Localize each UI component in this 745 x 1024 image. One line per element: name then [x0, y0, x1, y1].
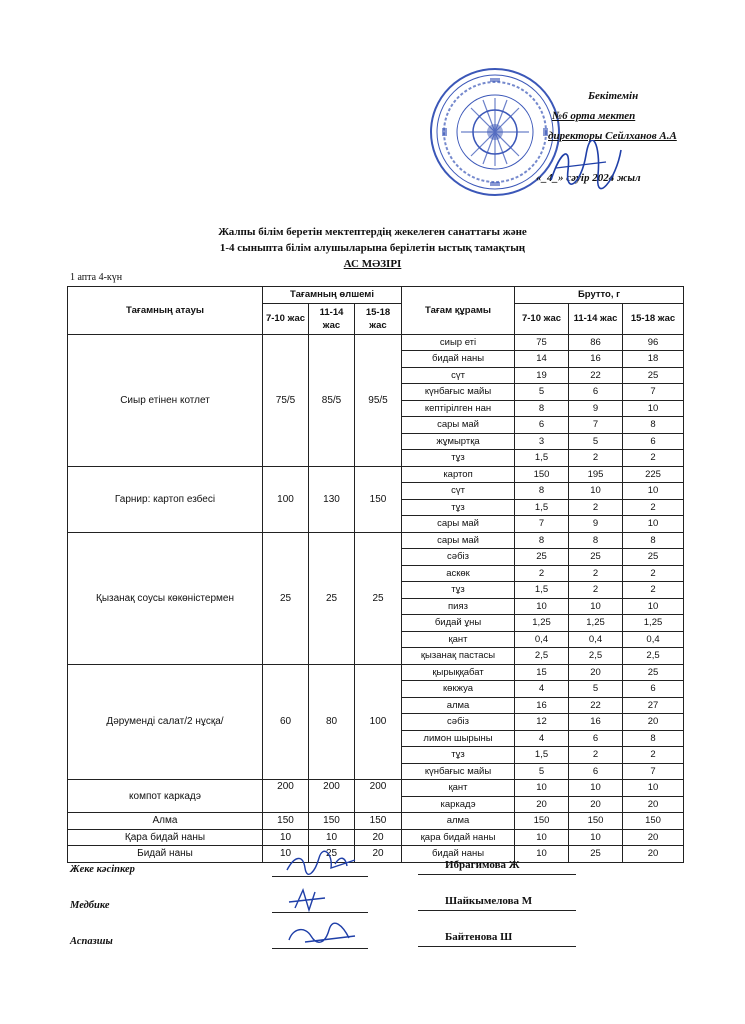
ingredient-gross: 20 — [623, 846, 684, 863]
ingredient-gross: 8 — [569, 532, 623, 549]
ingredient-gross: 14 — [515, 351, 569, 368]
ingredient-name: тұз — [402, 582, 515, 599]
ingredient-gross: 225 — [623, 466, 684, 483]
director-signature — [546, 140, 626, 190]
header-gross: Брутто, г — [515, 287, 684, 304]
dish-portion: 200 — [309, 780, 355, 813]
ingredient-name: тұз — [402, 499, 515, 516]
ingredient-gross: 20 — [623, 796, 684, 813]
ingredient-name: қант — [402, 631, 515, 648]
ingredient-name: бидай ұны — [402, 615, 515, 632]
signature-role: Медбике — [70, 900, 110, 911]
ingredient-gross: 27 — [623, 697, 684, 714]
header-portion-age-1: 7-10 жас — [263, 303, 309, 334]
header-portion-age-3: 15-18 жас — [355, 303, 402, 334]
table-row — [68, 532, 684, 549]
dish-portion: 75/5 — [263, 334, 309, 466]
ingredient-gross: 20 — [623, 829, 684, 846]
ingredient-gross: 6 — [569, 763, 623, 780]
ingredient-gross: 2 — [569, 499, 623, 516]
ingredient-gross: 7 — [569, 417, 623, 434]
ingredient-gross: 10 — [569, 780, 623, 797]
name-line — [418, 946, 576, 947]
ingredient-name: пияз — [402, 598, 515, 615]
dish-name: Қызанақ соусы көкөністермен — [68, 532, 263, 664]
dish-portion: 95/5 — [355, 334, 402, 466]
signature-name: Байтенова Ш — [445, 931, 513, 943]
ingredient-gross: 0,4 — [515, 631, 569, 648]
ingredient-name: кептірілген нан — [402, 400, 515, 417]
ingredient-gross: 25 — [623, 664, 684, 681]
ingredient-gross: 9 — [569, 516, 623, 533]
dish-name: Алма — [68, 813, 263, 830]
dish-portion: 200 — [263, 780, 309, 813]
ingredient-gross: 1,5 — [515, 450, 569, 467]
approval-date: «_4_» сәуір 2024 жыл — [536, 172, 641, 184]
ingredient-name: қара бидай наны — [402, 829, 515, 846]
ingredient-gross: 10 — [569, 483, 623, 500]
dish-portion: 10 — [263, 829, 309, 846]
ingredient-gross: 19 — [515, 367, 569, 384]
ingredient-name: сары май — [402, 516, 515, 533]
ingredient-gross: 8 — [515, 483, 569, 500]
ingredient-gross: 8 — [623, 730, 684, 747]
ingredient-name: қант — [402, 780, 515, 797]
ingredient-gross: 6 — [569, 730, 623, 747]
header-gross-age-3: 15-18 жас — [623, 303, 684, 334]
ingredient-gross: 6 — [623, 681, 684, 698]
dish-portion: 10 — [309, 829, 355, 846]
ingredient-gross: 2 — [569, 582, 623, 599]
ingredient-gross: 6 — [569, 384, 623, 401]
ingredient-gross: 22 — [569, 367, 623, 384]
ingredient-gross: 25 — [569, 549, 623, 566]
dish-portion: 25 — [355, 532, 402, 664]
dish-portion: 200 — [355, 780, 402, 813]
ingredient-name: сары май — [402, 417, 515, 434]
ingredient-gross: 86 — [569, 334, 623, 351]
approval-school: №6 орта мектеп — [552, 110, 636, 122]
ingredient-gross: 7 — [515, 516, 569, 533]
header-gross-age-1: 7-10 жас — [515, 303, 569, 334]
ingredient-gross: 150 — [515, 466, 569, 483]
ingredient-gross: 10 — [623, 780, 684, 797]
title-line-3: АС МӘЗІРІ — [343, 258, 402, 270]
ingredient-gross: 10 — [515, 598, 569, 615]
ingredient-gross: 150 — [569, 813, 623, 830]
dish-portion: 10 — [263, 846, 309, 863]
ingredient-gross: 7 — [623, 384, 684, 401]
ingredient-gross: 1,5 — [515, 747, 569, 764]
ingredient-name: күнбағыс майы — [402, 763, 515, 780]
handwritten-signature — [285, 886, 365, 916]
dish-portion: 20 — [355, 846, 402, 863]
handwritten-signature — [285, 850, 365, 880]
ingredient-gross: 1,25 — [515, 615, 569, 632]
document-title — [0, 224, 745, 272]
ingredient-gross: 10 — [623, 516, 684, 533]
approval-director: директоры Сейлханов А.А — [548, 130, 677, 142]
ingredient-gross: 8 — [515, 400, 569, 417]
ingredient-gross: 1,25 — [623, 615, 684, 632]
ingredient-gross: 6 — [623, 433, 684, 450]
ingredient-name: аскөк — [402, 565, 515, 582]
ingredient-gross: 16 — [515, 697, 569, 714]
ingredient-name: күнбағыс майы — [402, 384, 515, 401]
ingredient-gross: 1,5 — [515, 582, 569, 599]
ingredient-gross: 8 — [623, 532, 684, 549]
ingredient-gross: 5 — [515, 384, 569, 401]
ingredient-gross: 10 — [569, 829, 623, 846]
ingredient-gross: 18 — [623, 351, 684, 368]
ingredient-gross: 2 — [569, 747, 623, 764]
week-label: 1 апта 4-күн — [70, 272, 123, 283]
header-portion: Тағамның өлшемі — [263, 287, 402, 304]
ingredient-name: сүт — [402, 367, 515, 384]
ingredient-gross: 2 — [623, 747, 684, 764]
ingredient-gross: 2 — [623, 450, 684, 467]
ingredient-gross: 12 — [515, 714, 569, 731]
table-row — [68, 334, 684, 351]
approval-title: Бекітемін — [588, 90, 639, 102]
header-composition: Тағам құрамы — [402, 287, 515, 335]
ingredient-name: алма — [402, 697, 515, 714]
table-row — [68, 846, 684, 863]
ingredient-gross: 3 — [515, 433, 569, 450]
ingredient-gross: 25 — [623, 549, 684, 566]
dish-name: Бидай наны — [68, 846, 263, 863]
ingredient-gross: 25 — [515, 549, 569, 566]
ingredient-gross: 2 — [623, 582, 684, 599]
signature-name: Ибрагимова Ж — [445, 859, 520, 871]
name-line — [418, 910, 576, 911]
ingredient-gross: 10 — [623, 400, 684, 417]
ingredient-gross: 150 — [623, 813, 684, 830]
ingredient-name: картоп — [402, 466, 515, 483]
ingredient-gross: 10 — [623, 483, 684, 500]
dish-portion: 100 — [263, 466, 309, 532]
dish-portion: 100 — [355, 664, 402, 780]
ingredient-gross: 2,5 — [515, 648, 569, 665]
ingredient-gross: 8 — [515, 532, 569, 549]
ingredient-name: лимон шырыны — [402, 730, 515, 747]
ingredient-name: сиыр еті — [402, 334, 515, 351]
ingredient-gross: 8 — [623, 417, 684, 434]
menu-table-body — [68, 334, 684, 862]
ingredient-gross: 75 — [515, 334, 569, 351]
dish-name: компот каркадэ — [68, 780, 263, 813]
dish-name: Қара бидай наны — [68, 829, 263, 846]
ingredient-gross: 20 — [623, 714, 684, 731]
dish-portion: 25 — [309, 846, 355, 863]
dish-portion: 150 — [309, 813, 355, 830]
ingredient-name: сары май — [402, 532, 515, 549]
dish-portion: 130 — [309, 466, 355, 532]
ingredient-name: бидай наны — [402, 846, 515, 863]
ingredient-gross: 150 — [515, 813, 569, 830]
ingredient-gross: 20 — [569, 664, 623, 681]
ingredient-gross: 2 — [623, 565, 684, 582]
ingredient-gross: 2,5 — [569, 648, 623, 665]
table-row — [68, 829, 684, 846]
dish-portion: 150 — [355, 813, 402, 830]
ingredient-name: сәбіз — [402, 549, 515, 566]
ingredient-gross: 2 — [569, 450, 623, 467]
ingredient-gross: 10 — [623, 598, 684, 615]
signature-role: Жеке кәсіпкер — [70, 864, 135, 875]
dish-portion: 60 — [263, 664, 309, 780]
ingredient-gross: 1,25 — [569, 615, 623, 632]
ingredient-name: бидай наны — [402, 351, 515, 368]
header-portion-age-2: 11-14 жас — [309, 303, 355, 334]
ingredient-gross: 1,5 — [515, 499, 569, 516]
ingredient-gross: 16 — [569, 351, 623, 368]
ingredient-gross: 10 — [569, 598, 623, 615]
table-row — [68, 664, 684, 681]
name-line — [418, 874, 576, 875]
dish-portion: 25 — [309, 532, 355, 664]
table-row — [68, 466, 684, 483]
ingredient-gross: 4 — [515, 730, 569, 747]
ingredient-gross: 22 — [569, 697, 623, 714]
header-gross-age-2: 11-14 жас — [569, 303, 623, 334]
ingredient-gross: 2 — [569, 565, 623, 582]
table-row — [68, 780, 684, 797]
ingredient-gross: 2,5 — [623, 648, 684, 665]
dish-portion: 25 — [263, 532, 309, 664]
signature-role: Аспазшы — [70, 936, 113, 947]
ingredient-gross: 2 — [623, 499, 684, 516]
ingredient-gross: 15 — [515, 664, 569, 681]
ingredient-gross: 16 — [569, 714, 623, 731]
menu-table — [67, 286, 684, 863]
ingredient-gross: 0,4 — [623, 631, 684, 648]
ingredient-gross: 20 — [569, 796, 623, 813]
ingredient-name: қызанақ пастасы — [402, 648, 515, 665]
dish-portion: 150 — [355, 466, 402, 532]
dish-portion: 150 — [263, 813, 309, 830]
ingredient-name: қырыққабат — [402, 664, 515, 681]
table-row — [68, 813, 684, 830]
ingredient-name: сәбіз — [402, 714, 515, 731]
ingredient-gross: 2 — [515, 565, 569, 582]
ingredient-gross: 5 — [515, 763, 569, 780]
title-line-2: 1-4 сыныпта білім алушыларына берілетін ыстық тамақтың — [219, 242, 526, 254]
ingredient-name: көкжуа — [402, 681, 515, 698]
ingredient-gross: 195 — [569, 466, 623, 483]
ingredient-gross: 10 — [515, 780, 569, 797]
ingredient-gross: 10 — [515, 829, 569, 846]
ingredient-gross: 6 — [515, 417, 569, 434]
ingredient-name: жұмыртқа — [402, 433, 515, 450]
ingredient-name: каркадэ — [402, 796, 515, 813]
dish-name: Гарнир: картоп езбесі — [68, 466, 263, 532]
title-line-1: Жалпы білім беретін мектептердің жекелеген санаттағы және — [218, 226, 527, 238]
ingredient-gross: 20 — [515, 796, 569, 813]
signature-name: Шайкымелова М — [445, 895, 533, 907]
ingredient-name: алма — [402, 813, 515, 830]
ingredient-gross: 0,4 — [569, 631, 623, 648]
header-dish-name: Тағамның атауы — [68, 287, 263, 335]
ingredient-name: сүт — [402, 483, 515, 500]
ingredient-name: тұз — [402, 747, 515, 764]
ingredient-gross: 5 — [569, 681, 623, 698]
dish-portion: 85/5 — [309, 334, 355, 466]
dish-portion: 20 — [355, 829, 402, 846]
ingredient-gross: 96 — [623, 334, 684, 351]
ingredient-name: тұз — [402, 450, 515, 467]
handwritten-signature — [285, 922, 365, 952]
ingredient-gross: 25 — [623, 367, 684, 384]
ingredient-gross: 9 — [569, 400, 623, 417]
ingredient-gross: 5 — [569, 433, 623, 450]
ingredient-gross: 7 — [623, 763, 684, 780]
ingredient-gross: 10 — [515, 846, 569, 863]
dish-portion: 80 — [309, 664, 355, 780]
ingredient-gross: 4 — [515, 681, 569, 698]
dish-name: Сиыр етінен котлет — [68, 334, 263, 466]
ingredient-gross: 25 — [569, 846, 623, 863]
dish-name: Дәрумендi салат/2 нұсқа/ — [68, 664, 263, 780]
